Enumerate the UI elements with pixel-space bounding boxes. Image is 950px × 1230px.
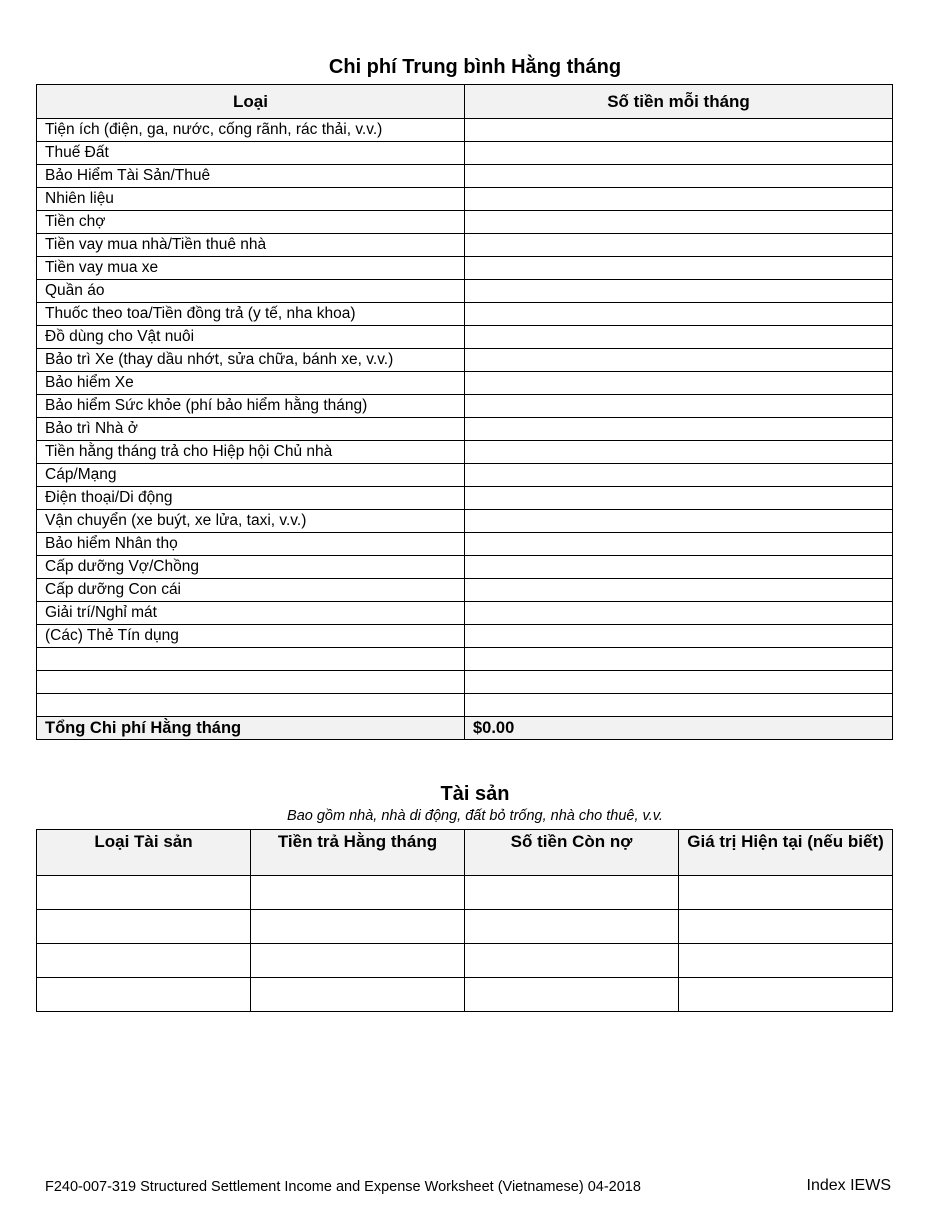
expense-category-cell: Bảo trì Nhà ở xyxy=(37,418,465,441)
expense-category-cell: Thuốc theo toa/Tiền đồng trả (y tế, nha khoa) xyxy=(37,303,465,326)
expense-row xyxy=(37,487,893,510)
expense-row xyxy=(37,418,893,441)
footer-index: Index IEWS xyxy=(806,1177,891,1194)
asset-type-cell[interactable] xyxy=(37,910,251,944)
expense-amount-cell[interactable] xyxy=(465,165,893,188)
asset-type-cell[interactable] xyxy=(37,978,251,1012)
expense-amount-cell[interactable] xyxy=(465,234,893,257)
header-current-value: Giá trị Hiện tại (nếu biết) xyxy=(679,830,893,876)
header-category: Loại xyxy=(37,85,465,119)
expense-category-cell: Tiền hằng tháng trả cho Hiệp hội Chủ nhà xyxy=(37,441,465,464)
expenses-title: Chi phí Trung bình Hằng tháng xyxy=(328,56,622,78)
expense-amount-cell[interactable] xyxy=(465,188,893,211)
expense-amount-cell[interactable] xyxy=(465,211,893,234)
expense-row xyxy=(37,395,893,418)
expense-row xyxy=(37,464,893,487)
asset-monthly-payment-cell[interactable] xyxy=(251,944,465,978)
asset-row xyxy=(37,944,893,978)
total-value: $0.00 xyxy=(465,717,893,740)
expense-row xyxy=(37,165,893,188)
expense-category-cell xyxy=(37,694,465,717)
asset-amount-owed-cell[interactable] xyxy=(465,978,679,1012)
asset-current-value-cell[interactable] xyxy=(679,910,893,944)
expense-row xyxy=(37,211,893,234)
expense-category-cell: Giải trí/Nghỉ mát xyxy=(37,602,465,625)
header-asset-type: Loại Tài sản xyxy=(37,830,251,876)
expense-row xyxy=(37,510,893,533)
expense-row xyxy=(37,303,893,326)
expense-row xyxy=(37,372,893,395)
expense-category-cell: Tiền vay mua nhà/Tiền thuê nhà xyxy=(37,234,465,257)
expense-amount-cell[interactable] xyxy=(465,395,893,418)
expense-category-cell: Bảo hiểm Xe xyxy=(37,372,465,395)
expense-category-cell: Nhiên liệu xyxy=(37,188,465,211)
expense-amount-cell[interactable] xyxy=(465,326,893,349)
asset-type-cell[interactable] xyxy=(37,944,251,978)
expense-row xyxy=(37,280,893,303)
asset-amount-owed-cell[interactable] xyxy=(465,876,679,910)
expenses-header-row xyxy=(37,85,893,119)
asset-row xyxy=(37,978,893,1012)
expense-category-cell xyxy=(37,671,465,694)
expense-amount-cell[interactable] xyxy=(465,257,893,280)
expense-amount-cell[interactable] xyxy=(465,648,893,671)
expense-amount-cell[interactable] xyxy=(465,441,893,464)
header-amount-owed: Số tiền Còn nợ xyxy=(465,830,679,876)
asset-monthly-payment-cell[interactable] xyxy=(251,910,465,944)
expense-row xyxy=(37,602,893,625)
expenses-total-row xyxy=(37,717,893,740)
expense-row xyxy=(37,349,893,372)
expense-row xyxy=(37,671,893,694)
expense-category-cell: Tiền vay mua xe xyxy=(37,257,465,280)
expense-category-cell: Cấp dưỡng Vợ/Chồng xyxy=(37,556,465,579)
expense-amount-cell[interactable] xyxy=(465,579,893,602)
expense-amount-cell[interactable] xyxy=(465,142,893,165)
asset-amount-owed-cell[interactable] xyxy=(465,910,679,944)
expense-row xyxy=(37,441,893,464)
expense-amount-cell[interactable] xyxy=(465,372,893,395)
expense-row xyxy=(37,326,893,349)
header-amount: Số tiền mỗi tháng xyxy=(465,85,893,119)
expense-category-cell: Tiện ích (điện, ga, nước, cống rãnh, rác thải, v.v.) xyxy=(37,119,465,142)
expense-amount-cell[interactable] xyxy=(465,671,893,694)
expense-category-cell: Đồ dùng cho Vật nuôi xyxy=(37,326,465,349)
expense-category-cell: Tiền chợ xyxy=(37,211,465,234)
expense-category-cell: Cáp/Mạng xyxy=(37,464,465,487)
expense-row xyxy=(37,257,893,280)
asset-current-value-cell[interactable] xyxy=(679,978,893,1012)
assets-subtitle: Bao gồm nhà, nhà di động, đất bỏ trống, nhà cho thuê, v.v. xyxy=(287,808,663,824)
expense-amount-cell[interactable] xyxy=(465,280,893,303)
expense-category-cell xyxy=(37,648,465,671)
expense-row xyxy=(37,188,893,211)
asset-type-cell[interactable] xyxy=(37,876,251,910)
expense-category-cell: Bảo hiểm Nhân thọ xyxy=(37,533,465,556)
expense-row xyxy=(37,119,893,142)
expense-row xyxy=(37,648,893,671)
assets-header-row xyxy=(37,830,893,876)
expense-category-cell: Quần áo xyxy=(37,280,465,303)
asset-monthly-payment-cell[interactable] xyxy=(251,978,465,1012)
expense-row xyxy=(37,694,893,717)
expense-category-cell: Thuế Đất xyxy=(37,142,465,165)
expense-amount-cell[interactable] xyxy=(465,464,893,487)
expense-amount-cell[interactable] xyxy=(465,303,893,326)
expenses-table xyxy=(36,84,893,740)
footer-form-id: F240-007-319 Structured Settlement Income and Expense Worksheet (Vietnamese) 04-2018 xyxy=(45,1179,641,1195)
expense-row xyxy=(37,234,893,257)
total-label: Tổng Chi phí Hằng tháng xyxy=(37,717,465,740)
assets-body xyxy=(37,876,893,1012)
expense-amount-cell[interactable] xyxy=(465,602,893,625)
assets-title: Tài sản xyxy=(440,783,510,805)
expense-row xyxy=(37,142,893,165)
expense-amount-cell[interactable] xyxy=(465,119,893,142)
expense-category-cell: Bảo trì Xe (thay dầu nhớt, sửa chữa, bánh xe, v.v.) xyxy=(37,349,465,372)
asset-current-value-cell[interactable] xyxy=(679,944,893,978)
asset-row xyxy=(37,876,893,910)
expense-row xyxy=(37,579,893,602)
expense-category-cell: Vận chuyển (xe buýt, xe lửa, taxi, v.v.) xyxy=(37,510,465,533)
expense-amount-cell[interactable] xyxy=(465,556,893,579)
expense-row xyxy=(37,556,893,579)
expense-category-cell: Bảo Hiểm Tài Sản/Thuê xyxy=(37,165,465,188)
asset-monthly-payment-cell[interactable] xyxy=(251,876,465,910)
assets-table xyxy=(36,829,893,1012)
expense-amount-cell[interactable] xyxy=(465,418,893,441)
asset-row xyxy=(37,910,893,944)
expense-amount-cell[interactable] xyxy=(465,694,893,717)
header-monthly-payment: Tiền trả Hằng tháng xyxy=(251,830,465,876)
expense-amount-cell[interactable] xyxy=(465,349,893,372)
expense-category-cell: (Các) Thẻ Tín dụng xyxy=(37,625,465,648)
expense-amount-cell[interactable] xyxy=(465,533,893,556)
expense-row xyxy=(37,533,893,556)
expense-amount-cell[interactable] xyxy=(465,625,893,648)
asset-current-value-cell[interactable] xyxy=(679,876,893,910)
expense-amount-cell[interactable] xyxy=(465,510,893,533)
expense-category-cell: Điện thoại/Di động xyxy=(37,487,465,510)
expenses-body xyxy=(37,119,893,740)
expense-amount-cell[interactable] xyxy=(465,487,893,510)
expense-category-cell: Bảo hiểm Sức khỏe (phí bảo hiểm hằng tháng) xyxy=(37,395,465,418)
asset-amount-owed-cell[interactable] xyxy=(465,944,679,978)
expense-category-cell: Cấp dưỡng Con cái xyxy=(37,579,465,602)
expense-row xyxy=(37,625,893,648)
